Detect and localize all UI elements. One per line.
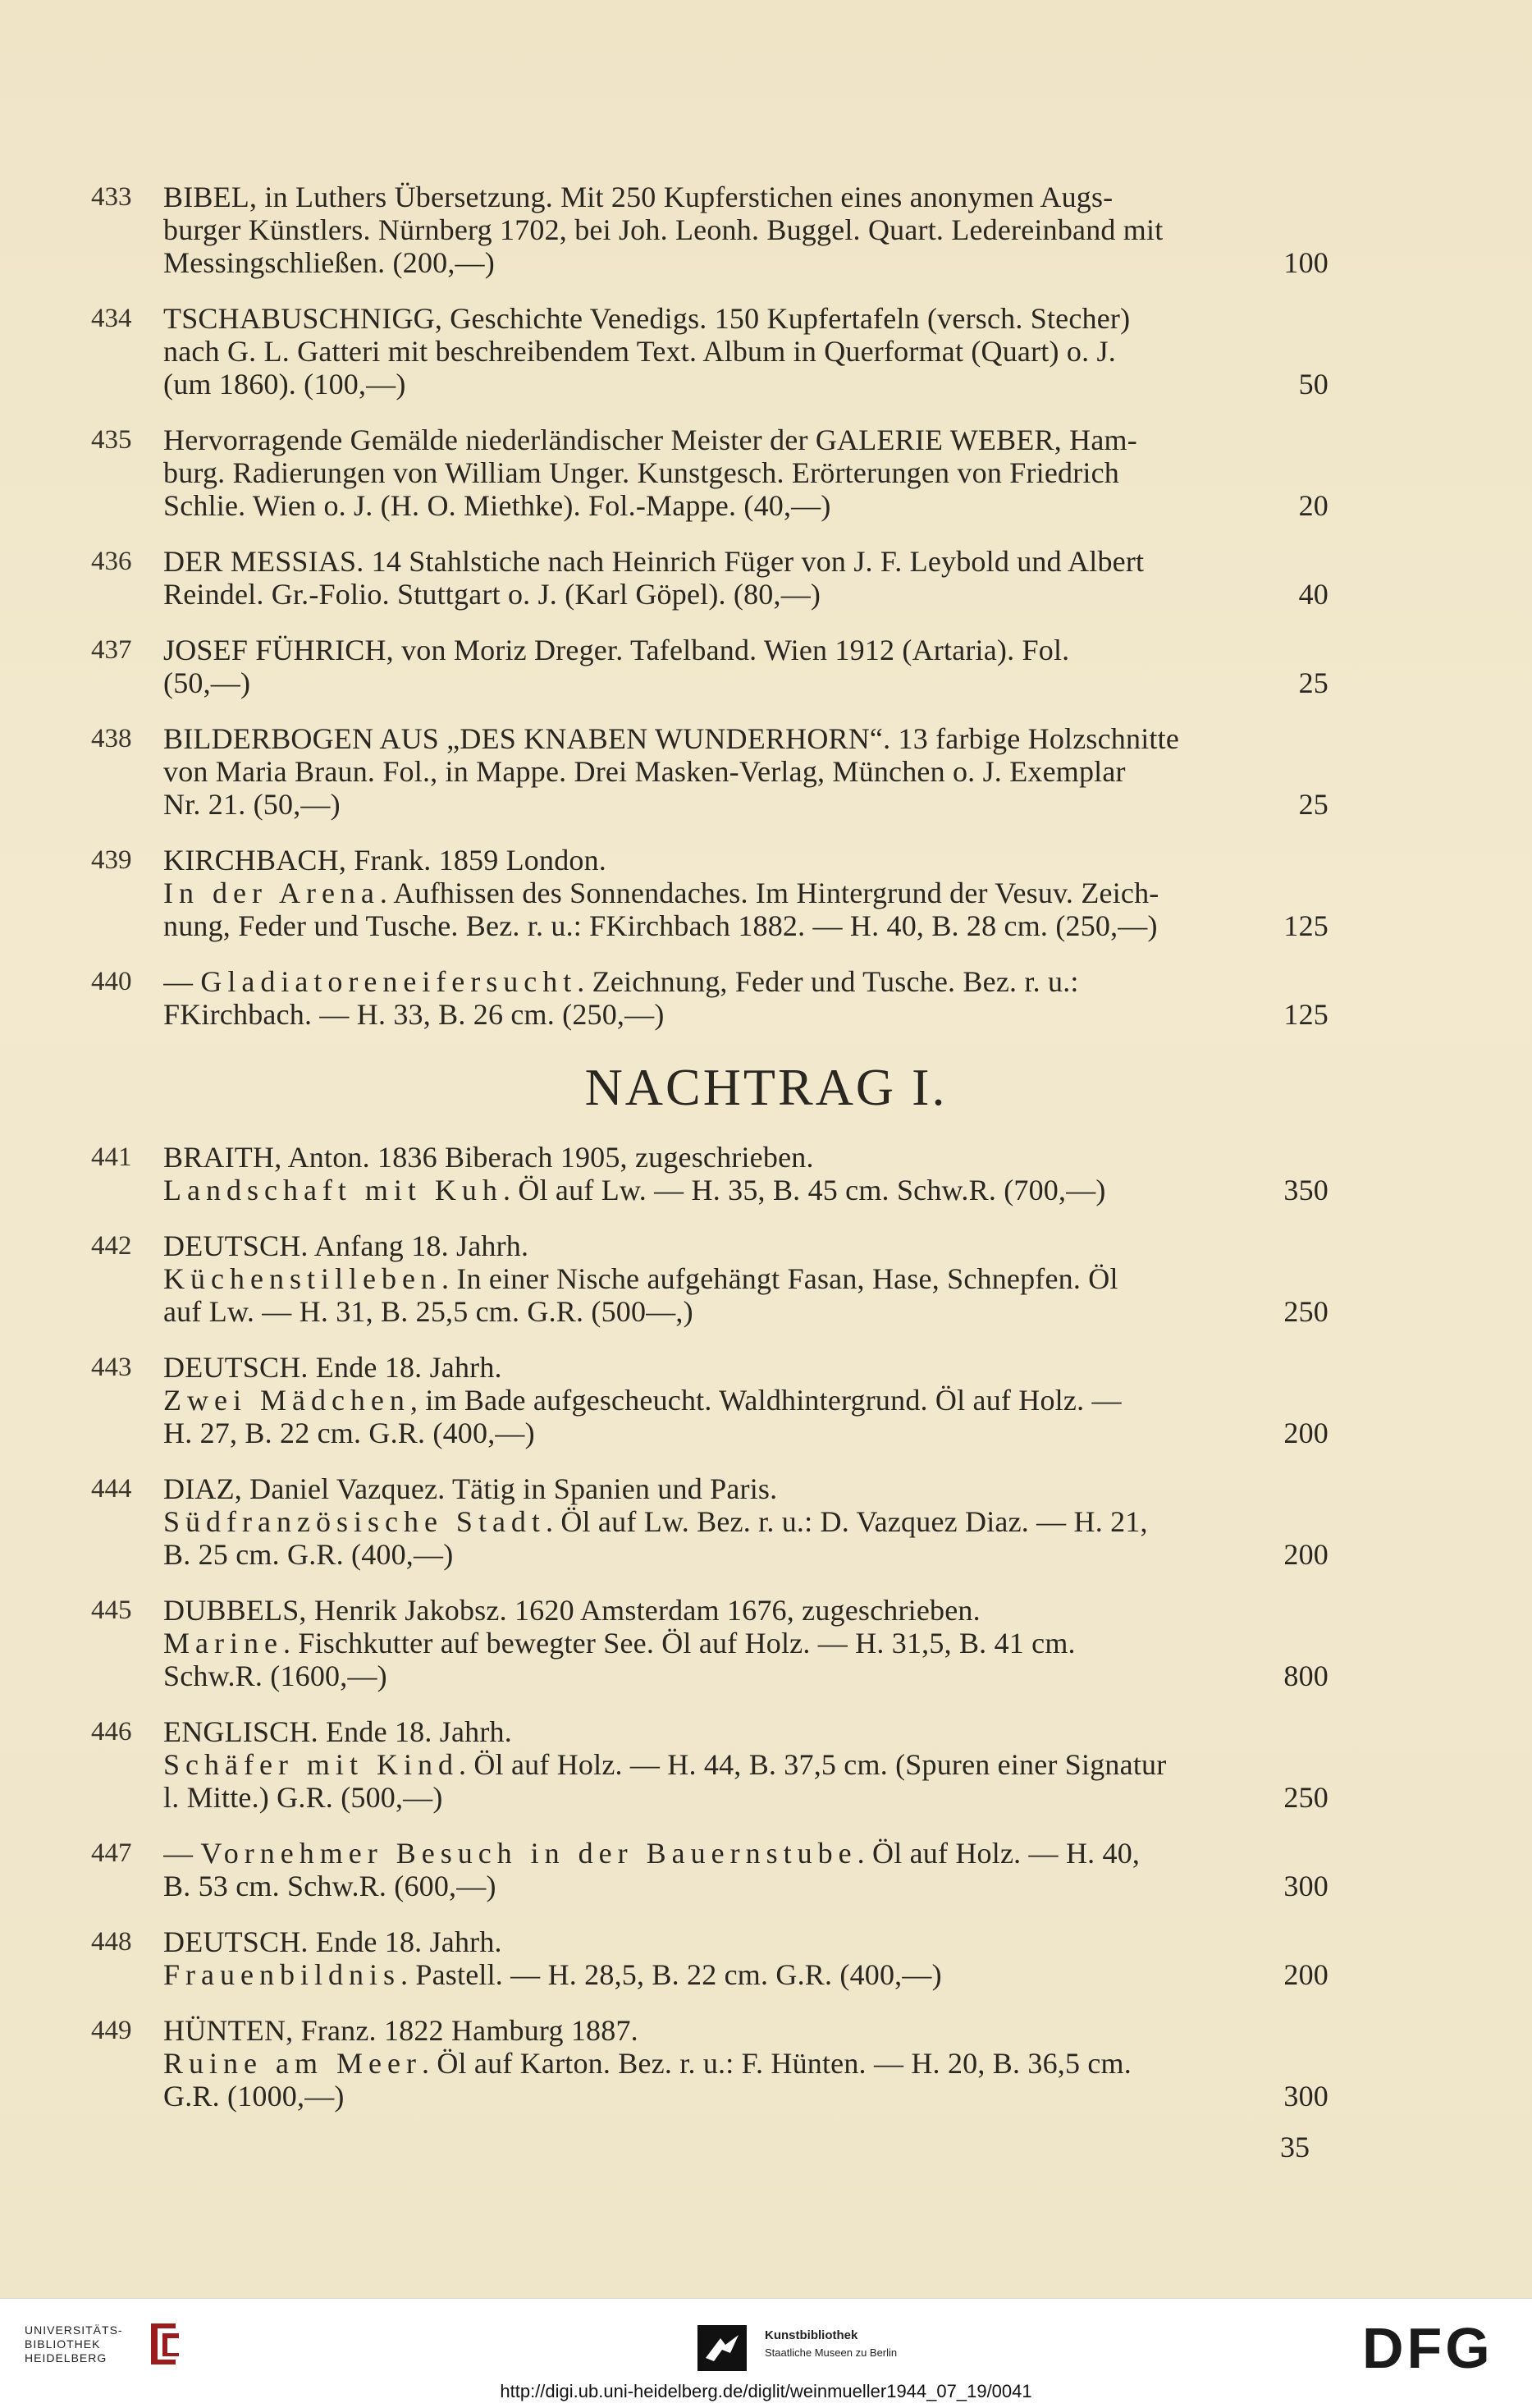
entry-text [163, 1594, 1328, 1692]
text-segment: DEUTSCH. Ende 18. Jahrh. [163, 1925, 502, 1958]
text-segment: FKirchbach. — H. 33, B. 26 cm. (250,—) [163, 998, 665, 1031]
entry-text [163, 1837, 1328, 1902]
estimate-price: 100 [1283, 246, 1328, 279]
estimate-price: 300 [1283, 1870, 1328, 1902]
lot-number: 435 [91, 425, 132, 455]
artwork-title: Küchenstilleben [163, 1262, 441, 1295]
text-segment: BIBEL, in Luthers Übersetzung. Mit 250 Kupferstichen eines anonymen Augs- [163, 181, 1114, 213]
catalog-entry [0, 722, 1532, 821]
entry-text [163, 1229, 1328, 1328]
estimate-price: 200 [1283, 1958, 1328, 1991]
university-line: UNIVERSITÄTS- [25, 2323, 123, 2337]
entry-line [163, 844, 1328, 877]
entry-line [163, 456, 1328, 489]
artwork-title: Marine [163, 1627, 283, 1660]
entry-line [163, 545, 1328, 578]
entry-text [163, 1715, 1328, 1814]
university-line: BIBLIOTHEK [25, 2337, 101, 2351]
entry-text [163, 634, 1328, 699]
entry-line [163, 1295, 1328, 1328]
entry-line [163, 181, 1328, 213]
entry-line [163, 246, 1328, 279]
text-segment: DEUTSCH. Ende 18. Jahrh. [163, 1351, 502, 1384]
text-segment: burger Künstlers. Nürnberg 1702, bei Joh. Leonh. Buggel. Quart. Ledereinband mit [163, 213, 1164, 246]
lot-number: 446 [91, 1717, 132, 1746]
text-segment: Nr. 21. (50,—) [163, 788, 341, 821]
text-segment: . Öl auf Holz. — H. 44, B. 37,5 cm. (Spuren einer Signatur [458, 1748, 1167, 1781]
artwork-title: Gladiatoreneifersucht [200, 965, 578, 998]
entry-line [163, 755, 1328, 788]
entry-line [163, 1837, 1328, 1870]
estimate-price: 25 [1298, 788, 1328, 821]
entry-line [163, 1417, 1328, 1449]
entry-text [163, 965, 1328, 1031]
catalog-entry [0, 1925, 1532, 1991]
lot-number: 448 [91, 1927, 132, 1957]
text-segment: nung, Feder und Tusche. Bez. r. u.: FKirchbach 1882. — H. 40, B. 28 cm. (250,—) [163, 909, 1158, 942]
page-number: 35 [1280, 2131, 1310, 2163]
text-segment: DER MESSIAS. 14 Stahlstiche nach Heinrich Füger von J. F. Leybold und Albert [163, 545, 1145, 578]
entry-text [163, 1351, 1328, 1449]
entry-line [163, 666, 1328, 699]
kunstbibliothek-title: Kunstbibliothek [765, 2328, 858, 2342]
catalog-entry [0, 1141, 1532, 1206]
text-segment: nach G. L. Gatteri mit beschreibendem Text. Album in Querformat (Quart) o. J. [163, 335, 1116, 368]
text-segment: HÜNTEN, Franz. 1822 Hamburg 1887. [163, 2014, 638, 2047]
text-segment: BILDERBOGEN AUS „DES KNABEN WUNDERHORN“. 13 farbige Holzschnitte [163, 722, 1179, 755]
text-segment: G.R. (1000,—) [163, 2080, 345, 2113]
entry-line [163, 1229, 1328, 1262]
entry-line [163, 1174, 1328, 1206]
entry-line [163, 1505, 1328, 1538]
text-segment: DEUTSCH. Anfang 18. Jahrh. [163, 1229, 529, 1262]
entry-text [163, 1925, 1328, 1991]
artwork-title: Schäfer mit Kind [163, 1748, 459, 1781]
text-segment: ENGLISCH. Ende 18. Jahrh. [163, 1715, 512, 1748]
eagle-icon [697, 2325, 747, 2371]
entry-line [163, 302, 1328, 335]
dfg-logo[interactable]: DFG [1362, 2316, 1493, 2380]
catalog-entry [0, 302, 1532, 401]
text-segment: Reindel. Gr.-Folio. Stuttgart o. J. (Karl Göpel). (80,—) [163, 578, 821, 611]
entry-line [163, 909, 1328, 942]
text-segment: Messingschließen. (200,—) [163, 246, 495, 279]
catalog-entry [0, 1472, 1532, 1571]
text-segment: . Öl auf Holz. — H. 40, [857, 1837, 1141, 1870]
catalog-entry [0, 545, 1532, 611]
entry-line [163, 998, 1328, 1031]
lot-number: 433 [91, 182, 132, 212]
catalog-entry [0, 1351, 1532, 1449]
kunstbibliothek-subtitle: Staatliche Museen zu Berlin [765, 2346, 898, 2359]
estimate-price: 125 [1283, 998, 1328, 1031]
text-segment: (50,—) [163, 666, 251, 699]
entry-line [163, 1925, 1328, 1958]
text-segment: . In einer Nische aufgehängt Fasan, Hase, Schnepfen. Öl [441, 1262, 1118, 1295]
entry-text [163, 302, 1328, 401]
lot-number: 439 [91, 845, 132, 875]
lot-number: 438 [91, 724, 132, 753]
text-segment: . Öl auf Karton. Bez. r. u.: F. Hünten. — H. 20, B. 36,5 cm. [421, 2047, 1132, 2080]
catalog-entry [0, 1837, 1532, 1902]
text-segment: JOSEF FÜHRICH, von Moriz Dreger. Tafelband. Wien 1912 (Artaria). Fol. [163, 634, 1070, 666]
text-segment: . Pastell. — H. 28,5, B. 22 cm. G.R. (400,—) [400, 1958, 942, 1991]
artwork-title: In der Arena [163, 877, 380, 909]
lot-number: 444 [91, 1474, 132, 1504]
catalog-entry [0, 1229, 1532, 1328]
text-segment: DUBBELS, Henrik Jakobsz. 1620 Amsterdam 1676, zugeschrieben. [163, 1594, 981, 1627]
entry-text [163, 181, 1328, 279]
estimate-price: 800 [1283, 1660, 1328, 1692]
lot-number: 445 [91, 1595, 132, 1625]
entry-line [163, 1958, 1328, 1991]
entry-text [163, 1141, 1328, 1206]
university-logo-icon[interactable] [146, 2320, 182, 2366]
entry-line [163, 1870, 1328, 1902]
entry-line [163, 489, 1328, 522]
text-segment: . Zeichnung, Feder und Tusche. Bez. r. u.: [577, 965, 1079, 998]
catalog-entry [0, 181, 1532, 279]
entry-line [163, 1594, 1328, 1627]
lot-number: 441 [91, 1142, 132, 1172]
entry-line [163, 423, 1328, 456]
text-segment: auf Lw. — H. 31, B. 25,5 cm. G.R. (500—,) [163, 1295, 693, 1328]
lot-number: 436 [91, 547, 132, 576]
text-segment: l. Mitte.) G.R. (500,—) [163, 1781, 443, 1814]
entry-line [163, 1384, 1328, 1417]
entry-line [163, 1262, 1328, 1295]
text-segment: Schlie. Wien o. J. (H. O. Miethke). Fol.-Mappe. (40,—) [163, 489, 831, 522]
entry-line [163, 1141, 1328, 1174]
entry-line [163, 1472, 1328, 1505]
text-segment: — [163, 1837, 201, 1870]
estimate-price: 25 [1298, 666, 1328, 699]
lot-number: 440 [91, 967, 132, 996]
entry-line [163, 213, 1328, 246]
text-segment: . Öl auf Lw. Bez. r. u.: D. Vazquez Diaz. — H. 21, [545, 1505, 1148, 1538]
artwork-title: Zwei Mädchen [163, 1384, 410, 1417]
text-segment: von Maria Braun. Fol., in Mappe. Drei Masken-Verlag, München o. J. Exemplar [163, 755, 1126, 788]
artwork-title: Vornehmer Besuch in der Bauernstube [200, 1837, 857, 1870]
catalog-entries [0, 181, 1532, 2136]
text-segment: DIAZ, Daniel Vazquez. Tätig in Spanien und Paris. [163, 1472, 778, 1505]
text-segment: . Öl auf Lw. — H. 35, B. 45 cm. Schw.R. (700,—) [502, 1174, 1106, 1206]
entry-line [163, 965, 1328, 998]
university-library-text[interactable] [25, 2323, 123, 2365]
catalog-entry [0, 1594, 1532, 1692]
entry-line [163, 1627, 1328, 1660]
text-segment: (um 1860). (100,—) [163, 368, 406, 401]
artwork-title: Südfranzösische Stadt [163, 1505, 546, 1538]
entry-line [163, 578, 1328, 611]
entries-before-heading [0, 181, 1532, 1031]
footer-bar [0, 2298, 1532, 2408]
catalog-entry [0, 423, 1532, 522]
entry-line [163, 2014, 1328, 2047]
catalog-entry [0, 634, 1532, 699]
artwork-title: Ruine am Meer [163, 2047, 422, 2080]
text-segment: B. 53 cm. Schw.R. (600,—) [163, 1870, 496, 1902]
lot-number: 442 [91, 1231, 132, 1261]
estimate-price: 200 [1283, 1417, 1328, 1449]
entry-line [163, 1538, 1328, 1571]
estimate-price: 50 [1298, 368, 1328, 401]
text-segment: KIRCHBACH, Frank. 1859 London. [163, 844, 607, 877]
artwork-title: Landschaft mit Kuh [163, 1174, 503, 1206]
lot-number: 437 [91, 635, 132, 665]
entry-text [163, 722, 1328, 821]
entry-line [163, 2080, 1328, 2113]
text-segment: TSCHABUSCHNIGG, Geschichte Venedigs. 150 Kupfertafeln (versch. Stecher) [163, 302, 1131, 335]
catalog-entry [0, 2014, 1532, 2113]
entry-line [163, 2047, 1328, 2080]
kunstbibliothek-logo[interactable] [697, 2323, 993, 2373]
entry-line [163, 877, 1328, 909]
text-segment: burg. Radierungen von William Unger. Kunstgesch. Erörterungen von Friedrich [163, 456, 1119, 489]
text-segment: Schw.R. (1600,—) [163, 1660, 387, 1692]
estimate-price: 250 [1283, 1295, 1328, 1328]
lot-number: 447 [91, 1838, 132, 1868]
section-heading: NACHTRAG I. [584, 1058, 948, 1116]
entry-line [163, 722, 1328, 755]
permalink-url[interactable]: http://digi.ub.uni-heidelberg.de/diglit/weinmueller1944_07_19/0041 [500, 2381, 1032, 2401]
catalog-entry [0, 1715, 1532, 1814]
estimate-price: 20 [1298, 489, 1328, 522]
text-segment: , im Bade aufgescheucht. Waldhintergrund. Öl auf Holz. — [409, 1384, 1122, 1417]
estimate-price: 250 [1283, 1781, 1328, 1814]
estimate-price: 125 [1283, 909, 1328, 942]
entry-line [163, 634, 1328, 666]
entry-text [163, 844, 1328, 942]
text-segment: Hervorragende Gemälde niederländischer Meister der GALERIE WEBER, Ham- [163, 423, 1137, 456]
entry-line [163, 1351, 1328, 1384]
estimate-price: 200 [1283, 1538, 1328, 1571]
lot-number: 443 [91, 1353, 132, 1382]
entry-line [163, 1748, 1328, 1781]
lot-number: 434 [91, 304, 132, 333]
entry-line [163, 335, 1328, 368]
artwork-title: Frauenbildnis [163, 1958, 400, 1991]
text-segment: — [163, 965, 201, 998]
university-line: HEIDELBERG [25, 2351, 107, 2365]
entry-line [163, 1781, 1328, 1814]
text-segment: . Aufhissen des Sonnendaches. Im Hintergrund der Vesuv. Zeich- [379, 877, 1159, 909]
estimate-price: 300 [1283, 2080, 1328, 2113]
entry-line [163, 368, 1328, 401]
text-segment: . Fischkutter auf bewegter See. Öl auf Holz. — H. 31,5, B. 41 cm. [282, 1627, 1076, 1660]
entry-text [163, 545, 1328, 611]
catalog-entry [0, 844, 1532, 942]
text-segment: BRAITH, Anton. 1836 Biberach 1905, zugeschrieben. [163, 1141, 814, 1174]
catalog-entry [0, 965, 1532, 1031]
entry-text [163, 2014, 1328, 2113]
entry-line [163, 788, 1328, 821]
entry-line [163, 1715, 1328, 1748]
entry-text [163, 1472, 1328, 1571]
entry-text [163, 423, 1328, 522]
lot-number: 449 [91, 2016, 132, 2045]
estimate-price: 350 [1283, 1174, 1328, 1206]
entry-line [163, 1660, 1328, 1692]
estimate-price: 40 [1298, 578, 1328, 611]
text-segment: B. 25 cm. G.R. (400,—) [163, 1538, 454, 1571]
entries-after-heading [0, 1141, 1532, 2113]
text-segment: H. 27, B. 22 cm. G.R. (400,—) [163, 1417, 535, 1449]
